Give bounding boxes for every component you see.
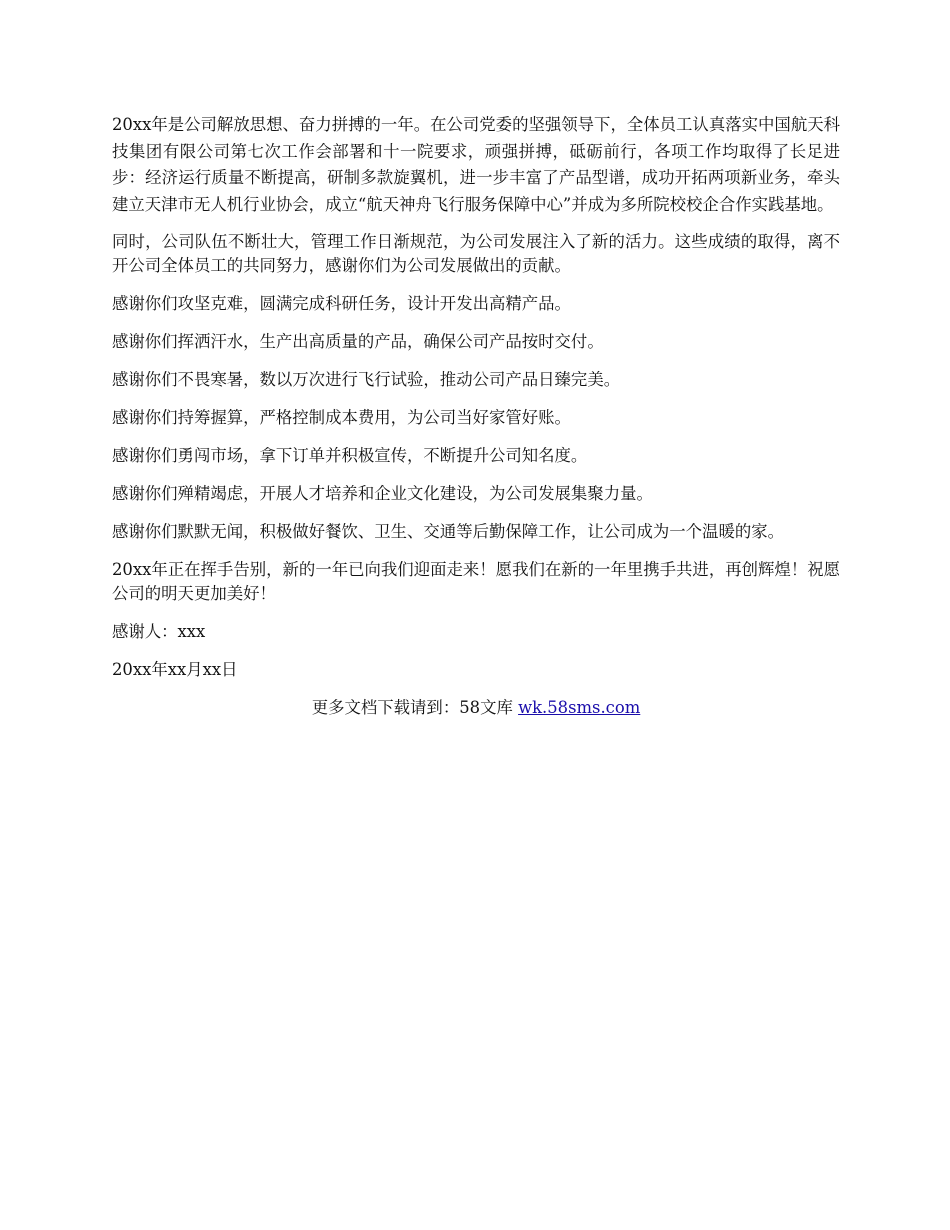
paragraph-thanks-flight-test: 感谢你们不畏寒暑，数以万次进行飞行试验，推动公司产品日臻完美。 xyxy=(112,370,621,389)
paragraph-new-year-wish: 20xx年正在挥手告别，新的一年已向我们迎面走来！愿我们在新的一年里携手共进，再创辉煌！祝愿公司的明天更加美好！ xyxy=(112,560,840,603)
document-body xyxy=(112,112,840,720)
footer-link[interactable]: wk.58sms.com xyxy=(518,698,641,717)
paragraph-intro: 20xx年是公司解放思想、奋力拼搏的一年。在公司党委的坚强领导下，全体员工认真落实中国航天科技集团有限公司第七次工作会部署和十一院要求，顽强拼搏，砥砺前行，各项工作均取得了长足进步：经济运行质量不断提高，研制多款旋翼机，进一步丰富了产品型谱，成功开拓两项新业务，牵头建立天津市无人机行业协会，成立“航天神舟飞行服务保障中心”并成为多所院校校企合作实践基地。 xyxy=(112,115,840,214)
paragraph-thanks-production: 感谢你们挥洒汗水，生产出高质量的产品，确保公司产品按时交付。 xyxy=(112,332,604,351)
paragraph-thanks-research: 感谢你们攻坚克难，圆满完成科研任务，设计开发出高精产品。 xyxy=(112,294,571,313)
date-line: 20xx年xx月xx日 xyxy=(112,660,238,679)
paragraph-thanks-logistics: 感谢你们默默无闻，积极做好餐饮、卫生、交通等后勤保障工作，让公司成为一个温暖的家。 xyxy=(112,522,785,541)
paragraph-thanks-finance: 感谢你们持筹握算，严格控制成本费用，为公司当好家管好账。 xyxy=(112,408,571,427)
footer-text: 更多文档下载请到：58文库 xyxy=(311,698,519,717)
signature-line: 感谢人：xxx xyxy=(112,622,206,641)
download-footer xyxy=(112,696,840,720)
paragraph-thanks-market: 感谢你们勇闯市场，拿下订单并积极宣传，不断提升公司知名度。 xyxy=(112,446,588,465)
paragraph-thanks-culture: 感谢你们殚精竭虑，开展人才培养和企业文化建设，为公司发展集聚力量。 xyxy=(112,484,653,503)
paragraph-achievements: 同时，公司队伍不断壮大，管理工作日渐规范，为公司发展注入了新的活力。这些成绩的取得，离不开公司全体员工的共同努力，感谢你们为公司发展做出的贡献。 xyxy=(112,232,840,275)
